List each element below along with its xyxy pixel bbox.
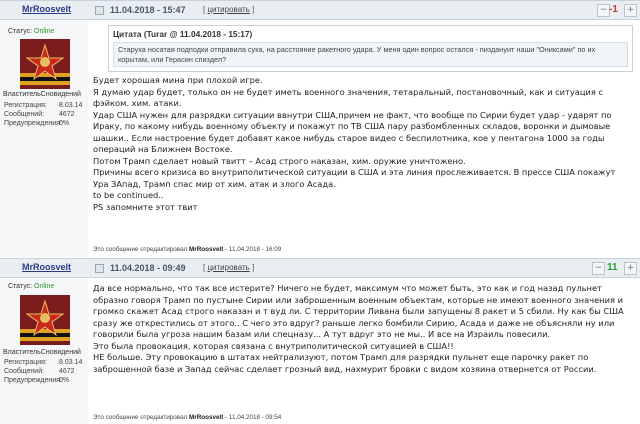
author-link[interactable]: MrRoosvelt [22, 4, 72, 14]
edited-date: - 11.04.2018 - 16:09 [225, 246, 282, 253]
user-title: ВластительСновидений [3, 349, 81, 356]
edited-prefix: Это сообщение отредактировал [93, 414, 188, 421]
vote-down-button[interactable]: − [597, 4, 610, 17]
edited-by-link[interactable]: MrRoosvelt [189, 246, 224, 253]
post-paragraph: НЕ больше. Эту провокацию в штатах нейтрализуют, потом Трамп для разрядки пульнет еще парочку ракет по заброшенной базе и Запад сейчас сделает грозный вид, нахмурит бровки с видом хозяина отвернется от России. [93, 352, 597, 374]
reg-value: 8.03.14 [59, 102, 83, 109]
vote-up-button[interactable]: + [624, 4, 637, 17]
user-status [8, 28, 54, 35]
post-paragraph: Удар США нужен для разрядки ситуации ввнутри США,причем не факт, что вообще по Сирии будет удар - ударят по Ираку, по какому нибудь военному объекту и покажут по ТВ США пару разбомбленных складов, воронки и дымовые шашки.. Если настроение будет добавят какое нибудь старое видео с беспилотника, кое у пентагона 1000 за годы операций на Ближнем Востоке. [93, 109, 612, 154]
reg-label: Регистрация: [4, 102, 47, 109]
post-body [93, 75, 633, 213]
warn-value: 0% [59, 377, 70, 384]
reg-label: Регистрация: [4, 359, 47, 366]
post-paragraph: PS запомните этот твит [93, 201, 198, 212]
vote-up-button[interactable]: + [624, 262, 637, 275]
msgs-label: Сообщений: [4, 111, 45, 118]
edited-by-link[interactable]: MrRoosvelt [189, 414, 224, 421]
reg-value: 8.03.14 [59, 359, 83, 366]
quote-button[interactable]: [ цитировать ] [203, 5, 255, 14]
post-rating: -1 [609, 4, 618, 15]
avatar[interactable] [20, 295, 70, 345]
status-label: Статус: [8, 283, 33, 290]
post-date: 11.04.2018 - 15:47 [110, 5, 186, 15]
status-online: Online [34, 283, 55, 290]
user-title: ВластительСновидений [3, 91, 81, 98]
quote-title: Цитата (Turar @ 11.04.2018 - 15:17) [113, 29, 253, 39]
edited-date: - 11.04.2018 - 09:54 [225, 414, 282, 421]
post-link-icon[interactable] [95, 6, 104, 15]
avatar-star-icon [20, 295, 70, 345]
status-label: Статус: [8, 28, 33, 35]
edited-note [93, 246, 281, 253]
warn-label: Предупреждения: [4, 120, 62, 127]
author-link[interactable]: MrRoosvelt [22, 262, 72, 272]
post-link-icon[interactable] [95, 264, 104, 273]
quote-block [108, 25, 633, 72]
quote-button-label[interactable]: цитировать [207, 263, 250, 272]
post-rating: 11 [607, 262, 618, 273]
edited-prefix: Это сообщение отредактировал [93, 246, 188, 253]
post-paragraph: Да все нормально, что так все истерите? Ничего не будет, максимум что может быть, это как и год назад пульнет образно говоря Трамп по пустыне Сирии или заброшенным военным объектам, которые не имеют военного значения и громко скажет Асад строго наказан и т вуд ли. С территории Ливана были запущены 8 ракет и 5 сбили. Ну как бы США сразу же открестились от этого.. С чего это вдруг? раньше легко бомбили Сирию, Асада и даже не объясняли ну или говорили была угроза нашим базам или спецназу... А тут вдруг это не мы.. И все на Израиль повесили. [93, 283, 624, 339]
post-paragraph: Я думаю удар будет, только он не будет иметь военного значения, тетаральный, постановочный, как и ситуация с фэйком. хим. атаки. [93, 86, 604, 108]
post-paragraph: Потом Трамп сделает новый твитт – Асад строго наказан, хим. оружие уничтожено. [93, 155, 466, 166]
post-paragraph: Причины всего кризиса во внутриполитической ситуации в США и эта линия прослеживается. В прессе США покажут Ура ЗАпад, Трамп спас мир от хим. атак и злого Асада. [93, 167, 616, 189]
avatar[interactable] [20, 39, 70, 89]
post-header [0, 258, 640, 278]
quote-button-label[interactable]: цитировать [207, 5, 250, 14]
warn-label: Предупреждения: [4, 377, 62, 384]
status-online: Online [34, 28, 55, 35]
post-paragraph: to be continued.. [93, 190, 164, 200]
msgs-value: 4672 [59, 111, 75, 118]
quote-text: Старуха носатая подподки отправила сука, на расстояние ракетного удара. У меня один вопрос остался - пиздануит наши "Оникcами" по их корытам, или Герасин спиздел? [113, 42, 628, 67]
quote-button[interactable]: [ цитировать ] [203, 263, 255, 272]
post-date: 11.04.2018 - 09:49 [110, 263, 186, 273]
user-stats [4, 358, 82, 385]
post-paragraph: Это была провокация, которая связана с внутриполитической ситуацией в США!! [93, 340, 454, 351]
post-paragraph: Будет хорошая мина при плохой игре. [93, 75, 263, 85]
user-status [8, 283, 54, 290]
edited-note [93, 414, 281, 421]
msgs-value: 4672 [59, 368, 75, 375]
warn-value: 0% [59, 120, 70, 127]
post-body [93, 283, 633, 375]
post-header [0, 0, 640, 20]
vote-down-button[interactable]: − [592, 262, 605, 275]
avatar-star-icon [20, 39, 70, 89]
user-stats [4, 101, 82, 128]
msgs-label: Сообщений: [4, 368, 45, 375]
